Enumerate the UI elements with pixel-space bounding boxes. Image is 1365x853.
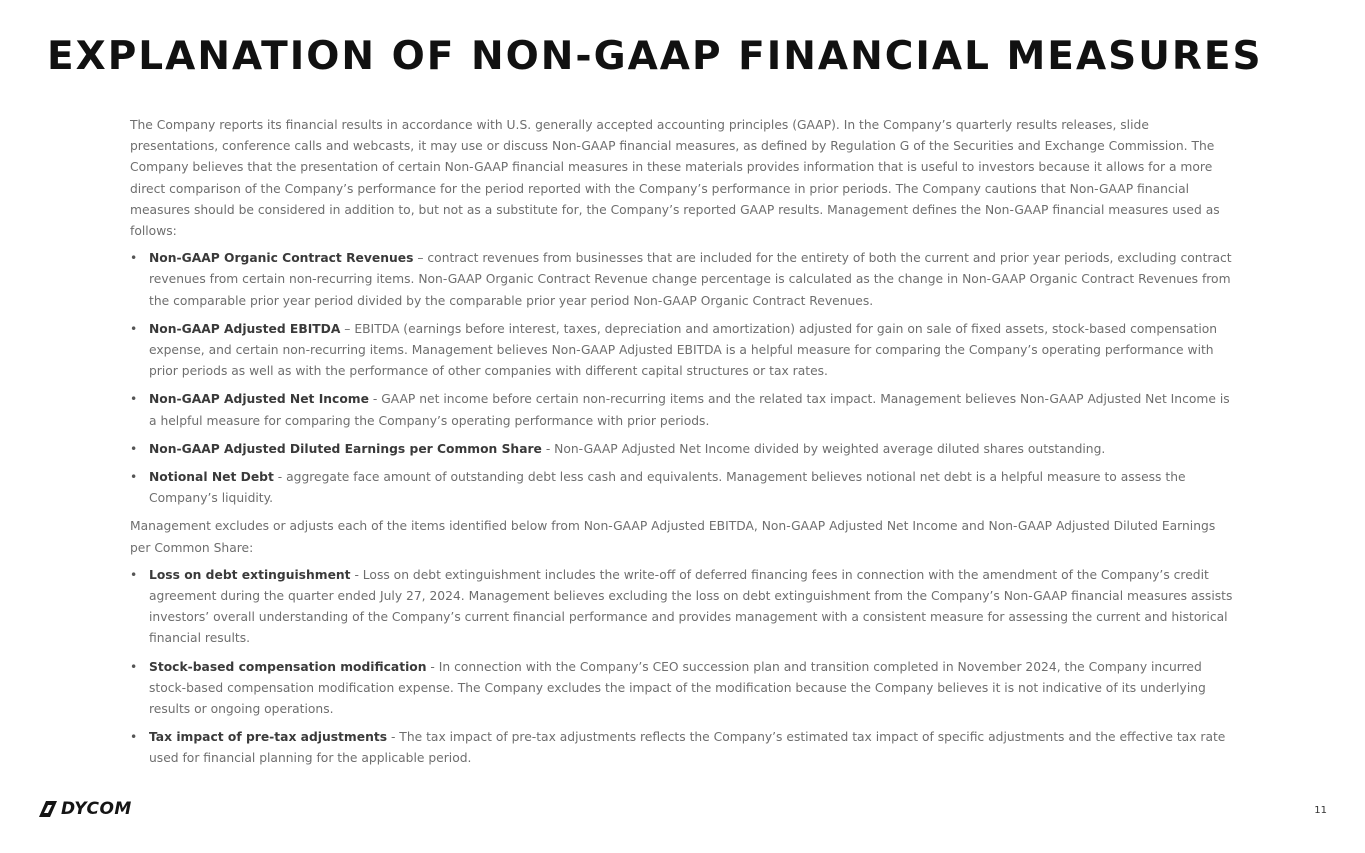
list-item [130, 467, 1236, 509]
exclusion-term: Tax impact of pre-tax adjustments [149, 730, 388, 745]
exclusions-list [130, 565, 1236, 770]
exclusion-desc: - In connection with the Company’s CEO succession plan and transition completed in November 2024, the Company incurred stock-based compensation modification expense. The Company excludes the impact of the modification because the Company believes it is not indicative of its underlying results or ongoing operations. [149, 659, 1206, 717]
bullet-icon: • [130, 470, 138, 485]
company-logo [37, 798, 132, 820]
list-item [130, 727, 1236, 769]
list-item [130, 657, 1236, 721]
page-number: 11 [1314, 805, 1327, 816]
measure-term: Notional Net Debt [149, 470, 274, 485]
measure-desc: - Non-GAAP Adjusted Net Income divided by weighted average diluted shares outstanding. [541, 441, 1106, 456]
exclusion-desc: - The tax impact of pre-tax adjustments reflects the Company’s estimated tax impact of specific adjustments and the effective tax rate used for financial planning for the applicable period. [149, 730, 1226, 766]
measures-list [130, 248, 1236, 509]
exclusions-intro-paragraph: Management excludes or adjusts each of the items identified below from Non-GAAP Adjusted EBITDA, Non-GAAP Adjusted Net Income and Non-GAAP Adjusted Diluted Earnings per Common Share: [130, 519, 1216, 555]
bullet-icon: • [130, 392, 138, 407]
measure-term: Non-GAAP Adjusted Net Income [149, 392, 369, 407]
list-item [130, 565, 1236, 650]
measure-desc: – contract revenues from businesses that are included for the entirety of both the current and prior year periods, excluding contract revenues from certain non-recurring items. Non-GAAP Organic Contract Revenue change percentage is calculated as the change in Non-GAAP Organic Contract Revenues from the comparable prior year period divided by the comparable prior year period Non-GAAP Organic Contract Revenues. [149, 251, 1232, 308]
bullet-icon: • [130, 441, 138, 456]
content-body [130, 115, 1236, 777]
dycom-logo-icon [37, 799, 59, 819]
bullet-icon: • [130, 567, 138, 582]
measure-desc: - GAAP net income before certain non-recurring items and the related tax impact. Management believes Non-GAAP Adjusted Net Income is a helpful measure for comparing the Company’s operating performance with prior periods. [149, 392, 1230, 428]
measure-term: Non-GAAP Adjusted Diluted Earnings per Common Share [149, 441, 542, 456]
list-item [130, 319, 1236, 383]
measure-term: Non-GAAP Organic Contract Revenues [149, 251, 414, 266]
exclusion-term: Stock-based compensation modification [149, 659, 427, 674]
list-item [130, 389, 1236, 431]
exclusion-term: Loss on debt extinguishment [149, 567, 351, 582]
bullet-icon: • [130, 251, 138, 266]
bullet-icon: • [130, 730, 138, 745]
measure-desc: – EBITDA (earnings before interest, taxes, depreciation and amortization) adjusted for gain on sale of fixed assets, stock-based compensation expense, and certain non-recurring items. Management believes Non-GAAP Adjusted EBITDA is a helpful measure for comparing the Company’s operating performance with prior periods as well as with the performance of other companies with different capital structures or tax rates. [149, 321, 1218, 379]
page-title: EXPLANATION OF NON-GAAP FINANCIAL MEASURES [47, 34, 1263, 79]
list-item [130, 248, 1236, 312]
measure-term: Non-GAAP Adjusted EBITDA [149, 321, 341, 336]
bullet-icon: • [130, 659, 138, 674]
exclusion-desc: - Loss on debt extinguishment includes the write-off of deferred financing fees in connection with the amendment of the Company’s credit agreement during the quarter ended July 27, 2024. Management believes excluding the loss on debt extinguishment from the Company’s Non-GAAP financial measures assists investors’ overall understanding of the Company’s current financial performance and provides management with a consistent measure for assessing the current and historical financial results. [149, 567, 1233, 646]
bullet-icon: • [130, 321, 138, 336]
list-item [130, 439, 1236, 460]
intro-paragraph: The Company reports its financial results in accordance with U.S. generally accepted accounting principles (GAAP). In the Company’s quarterly results releases, slide presentations, conference calls and webcasts, it may use or discuss Non-GAAP financial measures, as defined by Regulation G of the Securities and Exchange Commission. The Company believes that the presentation of certain Non-GAAP financial measures in these materials provides information that is useful to investors because it allows for a more direct comparison of the Company’s performance for the period reported with the Company’s performance in prior periods. The Company cautions that Non-GAAP financial measures should be considered in addition to, but not as a substitute for, the Company’s reported GAAP results. Management defines the Non-GAAP financial measures used as follows: [130, 118, 1220, 239]
logo-wordmark: DYCOM [61, 799, 132, 819]
measure-desc: - aggregate face amount of outstanding debt less cash and equivalents. Management believes notional net debt is a helpful measure to assess the Company’s liquidity. [149, 470, 1186, 506]
